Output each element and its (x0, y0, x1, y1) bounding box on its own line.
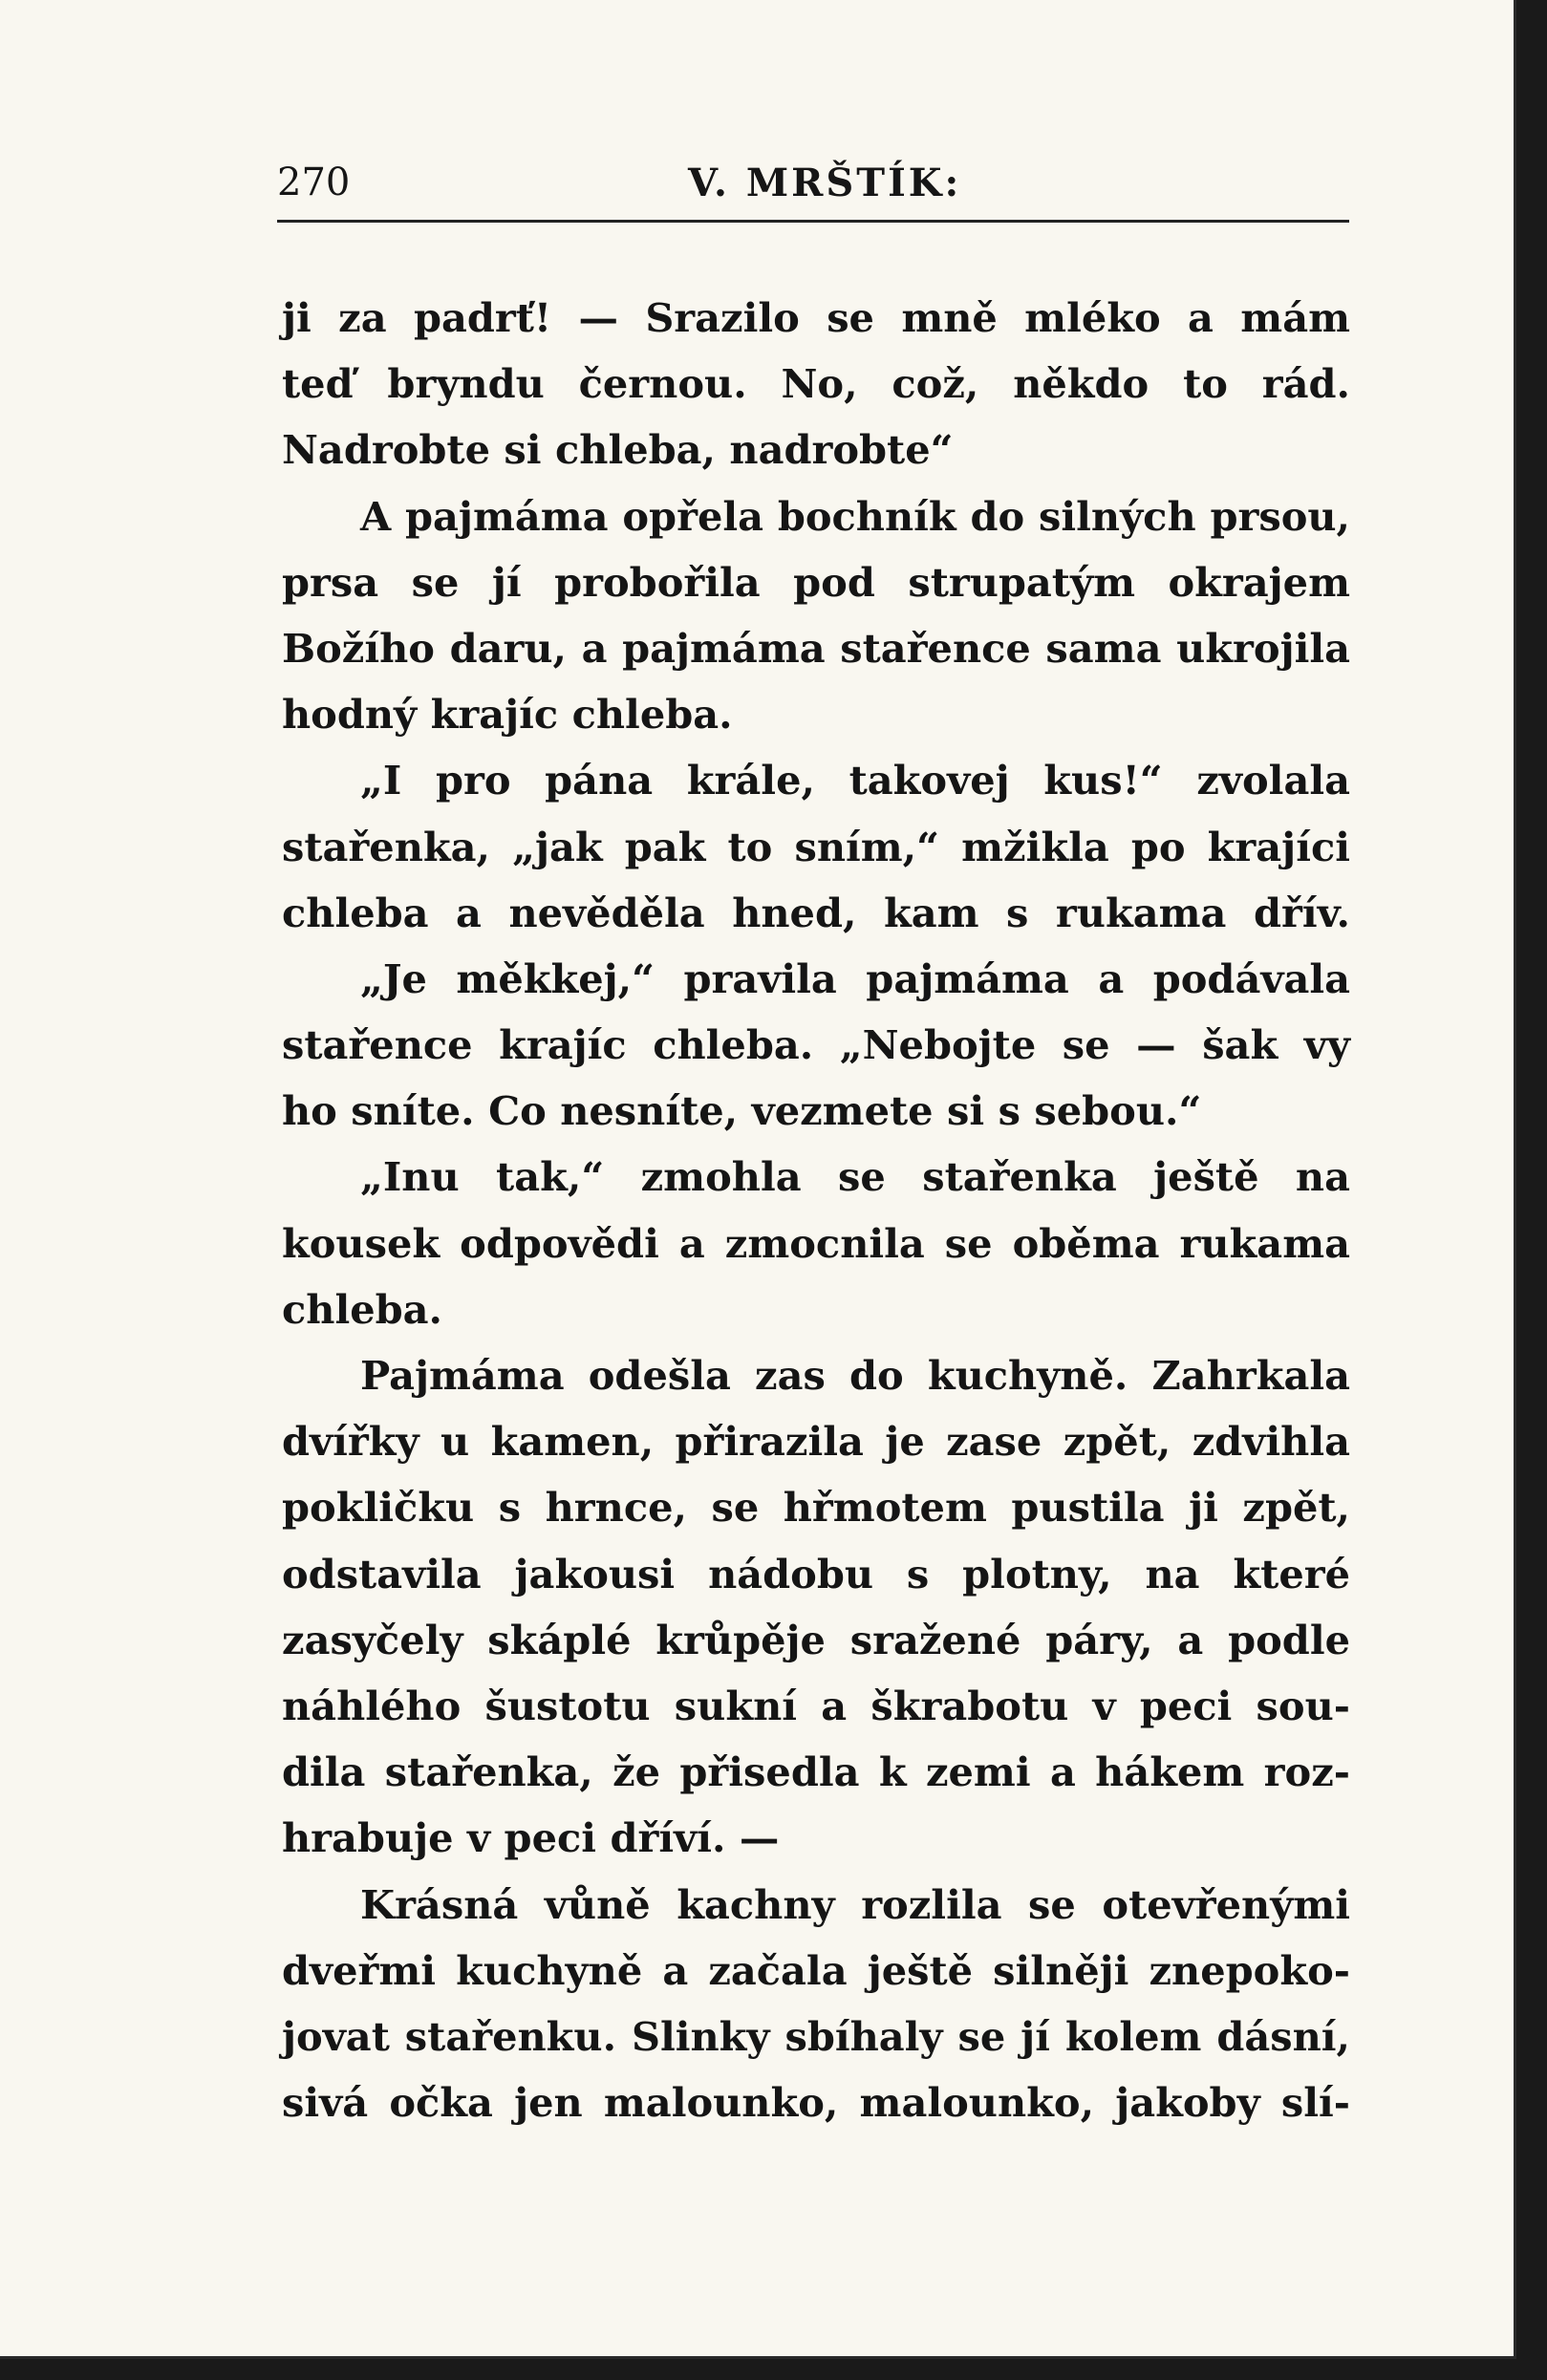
text-line: A pajmáma opřela bochník do silných prsou, (360, 492, 1350, 540)
text-line: dvířky u kamen, přirazila je zase zpět, zdvihla (282, 1418, 1350, 1466)
text-line: kousek odpovědi a zmocnila se oběma rukama (282, 1219, 1350, 1267)
text-line: hodný krajíc chleba. (282, 691, 733, 739)
text-line: „Je měkkej,“ pravila pajmáma a podávala (360, 954, 1350, 1002)
body-text (282, 285, 1350, 2135)
text-line: stařence krajíc chleba. „Nebojte se — šak vy (282, 1021, 1350, 1069)
text-line: „Inu tak,“ zmohla se stařenka ještě na (360, 1153, 1350, 1201)
text-line: jovat stařenku. Slinky sbíhaly se jí kolem dásní, (282, 2012, 1350, 2060)
page-header (277, 153, 1349, 206)
text-line: hrabuje v peci dříví. — (282, 1814, 780, 1862)
text-line: sivá očka jen malounko, malounko, jakoby slí- (282, 2079, 1350, 2127)
text-line: Božího daru, a pajmáma stařence sama ukrojila (282, 624, 1350, 672)
text-line: dveřmi kuchyně a začala ještě silněji znepoko- (282, 1946, 1350, 1994)
text-line: stařenka, „jak pak to sním,“ mžikla po krajíci (282, 823, 1350, 870)
text-line: náhlého šustotu sukní a škrabotu v peci sou- (282, 1682, 1350, 1729)
text-line: ho sníte. Co nesníte, vezmete si s sebou.“ (282, 1087, 1202, 1135)
page-number: 270 (277, 161, 351, 204)
text-line: zasyčely skáplé krůpěje sražené páry, a podle (282, 1616, 1350, 1663)
header-rule (277, 220, 1349, 223)
text-line: prsa se jí probořila pod strupatým okrajem (282, 558, 1350, 606)
text-line: Nadrobte si chleba, nadrobte“ (282, 426, 954, 474)
text-line: chleba. (282, 1285, 442, 1333)
running-title: V. MRŠTÍK: (688, 161, 962, 205)
text-line: Krásná vůně kachny rozlila se otevřenými (360, 1880, 1350, 1928)
text-line: teď bryndu černou. No, což, někdo to rád. (282, 360, 1350, 408)
text-line: pokličku s hrnce, se hřmotem pustila ji zpět, (282, 1484, 1350, 1532)
text-line: chleba a nevěděla hned, kam s rukama dřív. (282, 889, 1350, 936)
text-line: ji za padrť! — Srazilo se mně mléko a mám (282, 294, 1350, 341)
text-line: odstavila jakousi nádobu s plotny, na které (282, 1550, 1350, 1597)
text-line: Pajmáma odešla zas do kuchyně. Zahrkala (360, 1352, 1350, 1399)
text-line: dila stařenka, že přisedla k zemi a hákem roz- (282, 1748, 1350, 1796)
text-line: „I pro pána krále, takovej kus!“ zvolala (360, 757, 1350, 804)
